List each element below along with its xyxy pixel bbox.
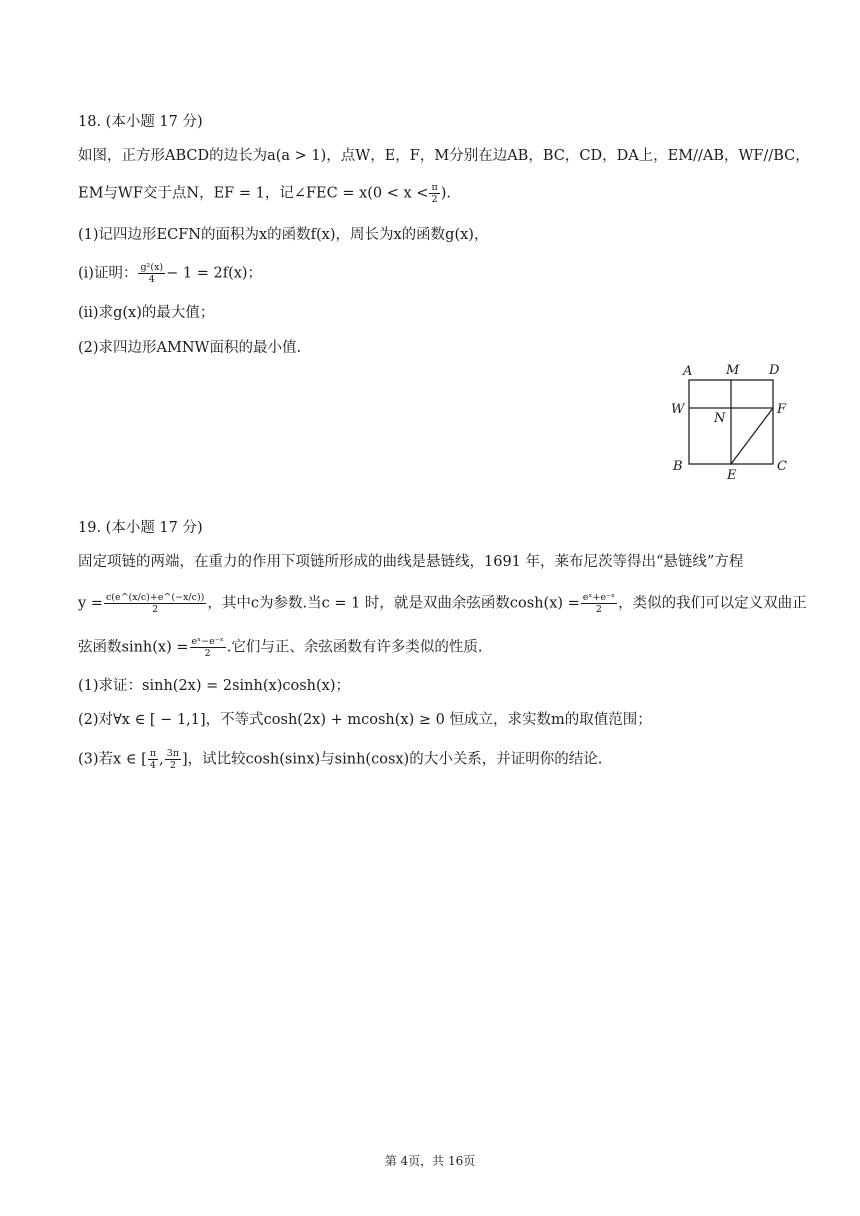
q19-statement-line2: y = $\frac{c(e\^{}(x/c)+e\^{}(-x/c))}{2}$ ，其中c为参数.当c = 1 时，就是双曲余弦函数cosh(x) = $\frac{\text{eˣ+e⁻ˣ}}{2}$ ，类似的我们可以定义双曲正 xyxy=(78,592,807,615)
q19-part2: (2)对∀x ∈ [ − 1,1]，不等式cosh(2x) + mcosh(x) ≥ 0 恒成立，求实数m的取值范围； xyxy=(78,712,652,728)
q18-statement-line1: 如图，正方形ABCD的边长为a(a > 1)，点W，E，F，M分别在边AB，BC，CD，DA上，EM//AB，WF//BC， xyxy=(78,148,810,164)
segment-ef xyxy=(731,408,773,464)
g-squared-over-4-fraction: $\frac{\text{g²(x)}}{4}$ xyxy=(140,262,164,285)
q19-title: 19. (本小题 17 分) xyxy=(78,520,203,536)
pi-over-2-fraction: $\frac{\pi}{2}$ xyxy=(431,182,438,205)
q18-part2: (2)求四边形AMNW面积的最小值. xyxy=(78,340,302,356)
q19-statement-line1: 固定项链的两端，在重力的作用下项链所形成的曲线是悬链线，1691 年，莱布尼茨等得出“悬链线”方程 xyxy=(78,554,744,570)
q18-line2-text: EM与WF交于点N，EF = 1，记∠FEC = x(0 < x < xyxy=(78,185,429,202)
label-w: W xyxy=(671,402,685,417)
q18-statement-line2: EM与WF交于点N，EF = 1，记∠FEC = x(0 < x < $\frac{\pi}{2}$ ). xyxy=(78,182,451,205)
page-footer: 第 4页，共 16页 xyxy=(384,1154,476,1168)
pi-over-4-fraction: $\frac{\pi}{4}$ xyxy=(149,748,157,771)
label-n: N xyxy=(714,411,726,426)
q19-part3: (3)若x ∈ [ $\frac{\pi}{4}$ , $\frac{3\pi}{2}$ ]，试比较cosh(sinx)与sinh(cosx)的大小关系，并证明你的结论. xyxy=(78,748,603,771)
label-c: C xyxy=(777,459,787,474)
q18-part1-ii: (ii)求g(x)的最大值； xyxy=(78,305,215,321)
label-e: E xyxy=(727,468,737,483)
cosh-fraction: $\frac{\text{eˣ+e⁻ˣ}}{2}$ xyxy=(582,592,616,615)
sinh-fraction: $\frac{\text{eˣ−e⁻ˣ}}{2}$ xyxy=(191,636,224,659)
q19-part1: (1)求证：sinh(2x) = 2sinh(x)cosh(x)； xyxy=(78,678,350,694)
label-a: A xyxy=(683,364,693,379)
label-m: M xyxy=(726,363,740,378)
q19-statement-line3: 弦函数sinh(x) = $\frac{\text{eˣ−e⁻ˣ}}{2}$ .它们与正、余弦函数有许多类似的性质. xyxy=(78,636,483,659)
q18-part1: (1)记四边形ECFN的面积为x的函数f(x)，周长为x的函数g(x)， xyxy=(78,227,489,243)
q18-title: 18. (本小题 17 分) xyxy=(78,114,203,130)
catenary-fraction: $\frac{c(e\^{}(x/c)+e\^{}(-x/c))}{2}$ xyxy=(105,592,205,615)
three-pi-over-2-fraction: $\frac{3\pi}{2}$ xyxy=(166,748,179,771)
square-figure xyxy=(665,358,795,484)
label-f: F xyxy=(777,402,787,417)
label-b: B xyxy=(673,459,683,474)
label-d: D xyxy=(769,363,780,378)
q18-part1-i: (i)证明： $\frac{\text{g²(x)}}{4}$ − 1 = 2f(x)； xyxy=(78,262,263,285)
